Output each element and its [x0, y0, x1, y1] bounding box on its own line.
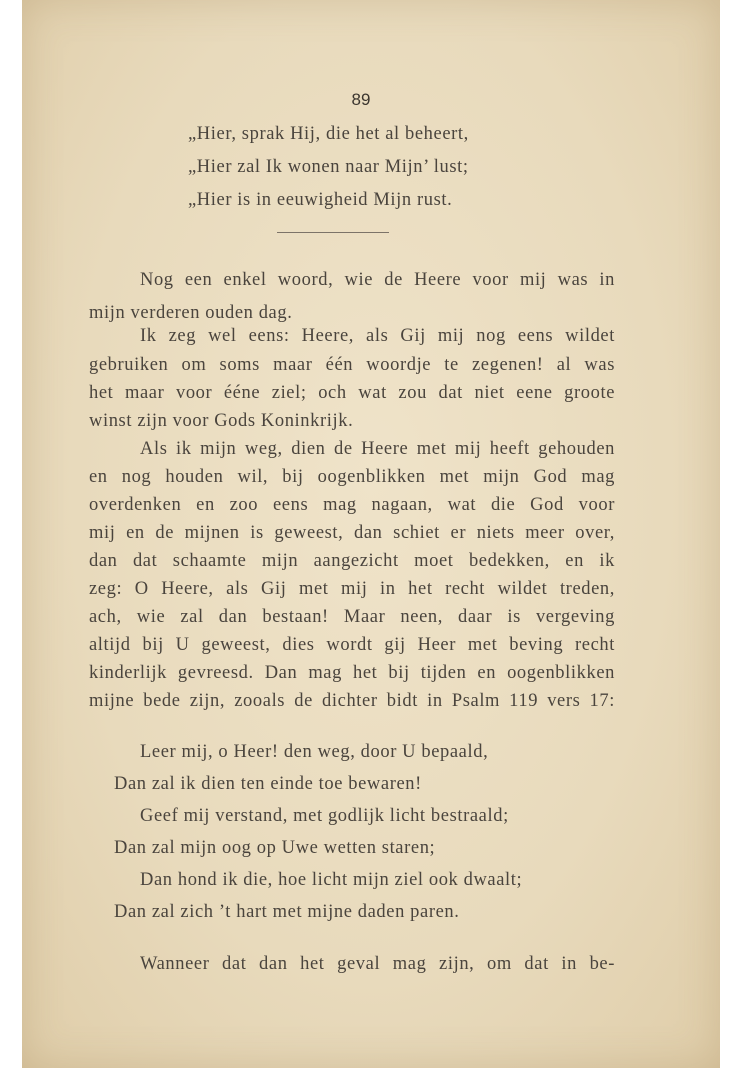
- paragraph-line: kinderlijk gevreesd. Dan mag het bij tijden en oogenblikken: [89, 663, 615, 683]
- paragraph-line: mijn verderen ouden dag.: [89, 303, 293, 323]
- paragraph-line: Als ik mijn weg, dien de Heere met mij heeft gehouden: [140, 439, 615, 459]
- paragraph-line: winst zijn voor Gods Koninkrijk.: [89, 411, 354, 431]
- paragraph-line: overdenken en zoo eens mag nagaan, wat die God voor: [89, 495, 615, 515]
- paragraph-line: dan dat schaamte mijn aangezicht moet bedekken, en ik: [89, 551, 615, 571]
- psalm-line: Dan zal mijn oog op Uwe wetten staren;: [114, 838, 436, 858]
- verse-line: „Hier is in eeuwigheid Mijn rust.: [188, 190, 453, 210]
- psalm-line: Dan zal ik dien ten einde toe bewaren!: [114, 774, 422, 794]
- psalm-line: Geef mij verstand, met godlijk licht bestraald;: [140, 806, 509, 826]
- paragraph-line: Nog een enkel woord, wie de Heere voor mij was in: [140, 270, 615, 290]
- paragraph-line: het maar voor ééne ziel; och wat zou dat niet eene groote: [89, 383, 615, 403]
- paragraph-line: Wanneer dat dan het geval mag zijn, om dat in be-: [140, 954, 615, 974]
- paragraph-line: gebruiken om soms maar één woordje te zegenen! al was: [89, 355, 615, 375]
- psalm-line: Dan zal zich ’t hart met mijne daden paren.: [114, 902, 460, 922]
- paragraph-line: altijd bij U geweest, dies wordt gij Heer met beving recht: [89, 635, 615, 655]
- paragraph-line: mij en de mijnen is geweest, dan schiet er niets meer over,: [89, 523, 615, 543]
- verse-line: „Hier, sprak Hij, die het al beheert,: [188, 124, 469, 144]
- paragraph-line: mijne bede zijn, zooals de dichter bidt in Psalm 119 vers 17:: [89, 691, 615, 711]
- psalm-line: Leer mij, o Heer! den weg, door U bepaald,: [140, 742, 489, 762]
- paragraph-line: Ik zeg wel eens: Heere, als Gij mij nog eens wildet: [140, 326, 615, 346]
- page-number: 89: [351, 90, 371, 109]
- paragraph-line: en nog houden wil, bij oogenblikken met mijn God mag: [89, 467, 615, 487]
- paragraph-line: ach, wie zal dan bestaan! Maar neen, daar is vergeving: [89, 607, 615, 627]
- verse-line: „Hier zal Ik wonen naar Mijn’ lust;: [188, 157, 469, 177]
- psalm-line: Dan hond ik die, hoe licht mijn ziel ook dwaalt;: [140, 870, 523, 890]
- section-divider: [277, 232, 389, 233]
- paragraph-line: zeg: O Heere, als Gij met mij in het recht wildet treden,: [89, 579, 615, 599]
